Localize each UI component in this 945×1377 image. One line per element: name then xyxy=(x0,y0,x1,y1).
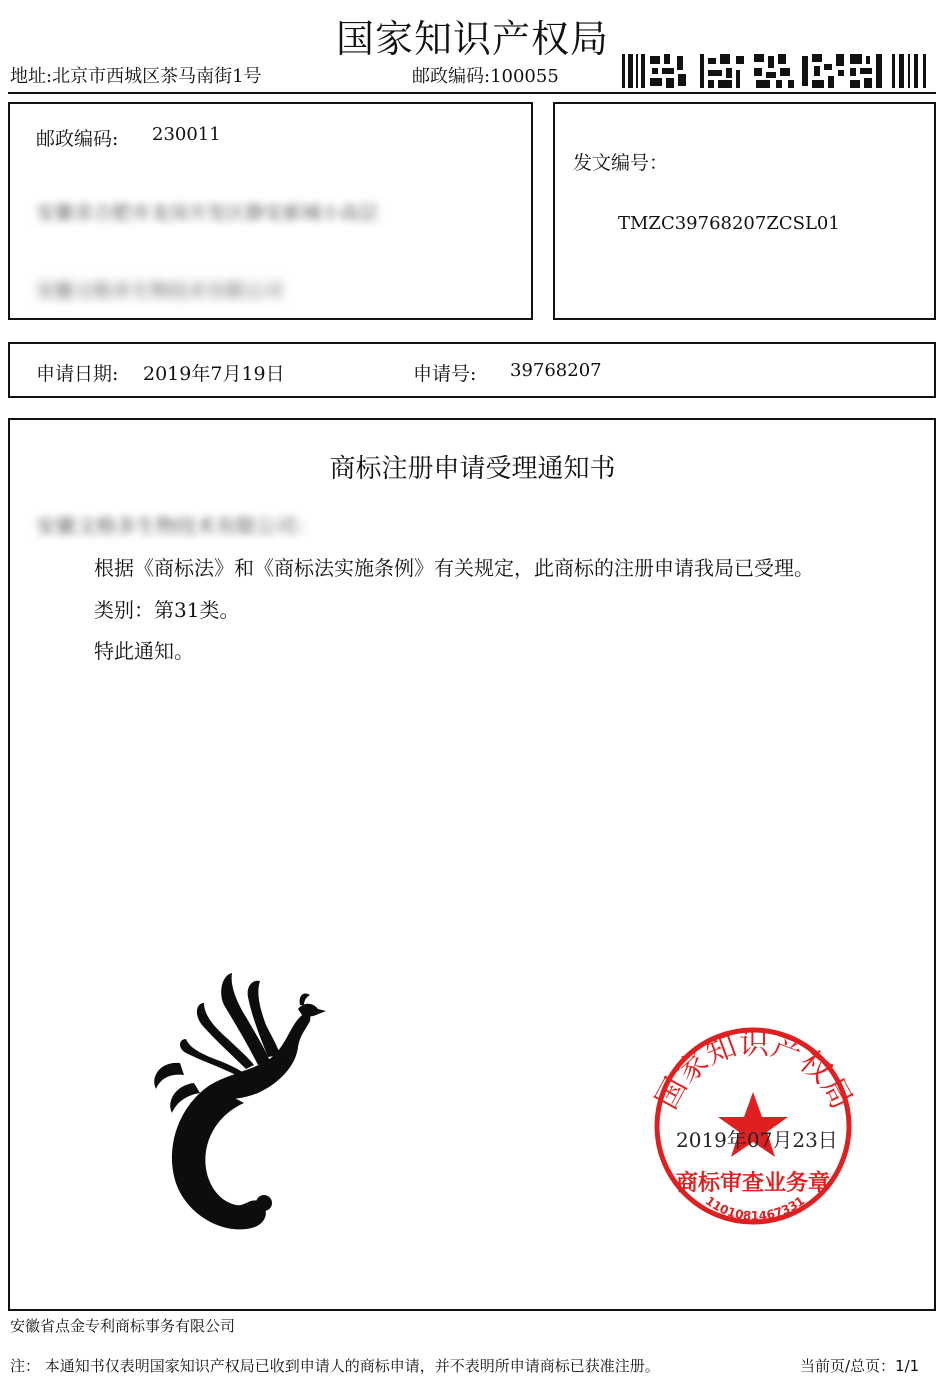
page-indicator: 当前页/总页：1/1 xyxy=(800,1357,920,1375)
doc-number-box xyxy=(553,102,936,320)
recipient-postcode-label: 邮政编码: xyxy=(36,128,119,150)
seal-serial: 1101081467331 xyxy=(702,1193,808,1224)
header-rule xyxy=(8,92,936,94)
seal-bottom-text: 商标审查业务章 xyxy=(675,1171,831,1196)
notice-addressee: 安徽文格多生物技术有限公司： xyxy=(36,514,316,538)
notice-paragraph-1: 根据《商标法》和《商标法实施条例》有关规定，此商标的注册申请我局已受理。 xyxy=(94,556,814,580)
trademark-phoenix-image xyxy=(140,965,330,1245)
notice-title: 商标注册申请受理通知书 xyxy=(329,454,616,484)
recipient-company: 安徽文格多生物技术有限公司 xyxy=(36,280,284,302)
notice-paragraph-3: 特此通知。 xyxy=(94,639,194,663)
barcode xyxy=(622,52,932,90)
recipient-address: 安徽省合肥市龙岗开发区静安新城小高层 xyxy=(36,202,379,224)
doc-number-value: TMZC39768207ZCSL01 xyxy=(618,213,840,234)
official-seal xyxy=(640,1018,865,1228)
application-date-label: 申请日期: xyxy=(36,363,119,385)
office-postcode: 邮政编码:100055 xyxy=(412,66,559,87)
recipient-postcode-value: 230011 xyxy=(152,124,221,145)
application-number-value: 39768207 xyxy=(510,360,602,381)
application-date-value: 2019年7月19日 xyxy=(143,363,285,385)
agency-name: 安徽省点金专利商标事务有限公司 xyxy=(10,1317,236,1335)
page-title: 国家知识产权局 xyxy=(335,17,609,61)
doc-number-label: 发文编号： xyxy=(573,152,669,174)
seal-arc-text: 国家知识产权局 xyxy=(649,1027,859,1115)
seal-date: 2019年07月23日 xyxy=(676,1128,838,1152)
notice-paragraph-2: 类别：第31类。 xyxy=(94,598,240,622)
office-address: 地址:北京市西城区茶马南街1号 xyxy=(10,66,262,87)
footer-note: 注： 本通知书仅表明国家知识产权局已收到申请人的商标申请，并不表明所申请商标已获准注册。 xyxy=(10,1357,660,1375)
application-number-label: 申请号: xyxy=(413,363,477,385)
